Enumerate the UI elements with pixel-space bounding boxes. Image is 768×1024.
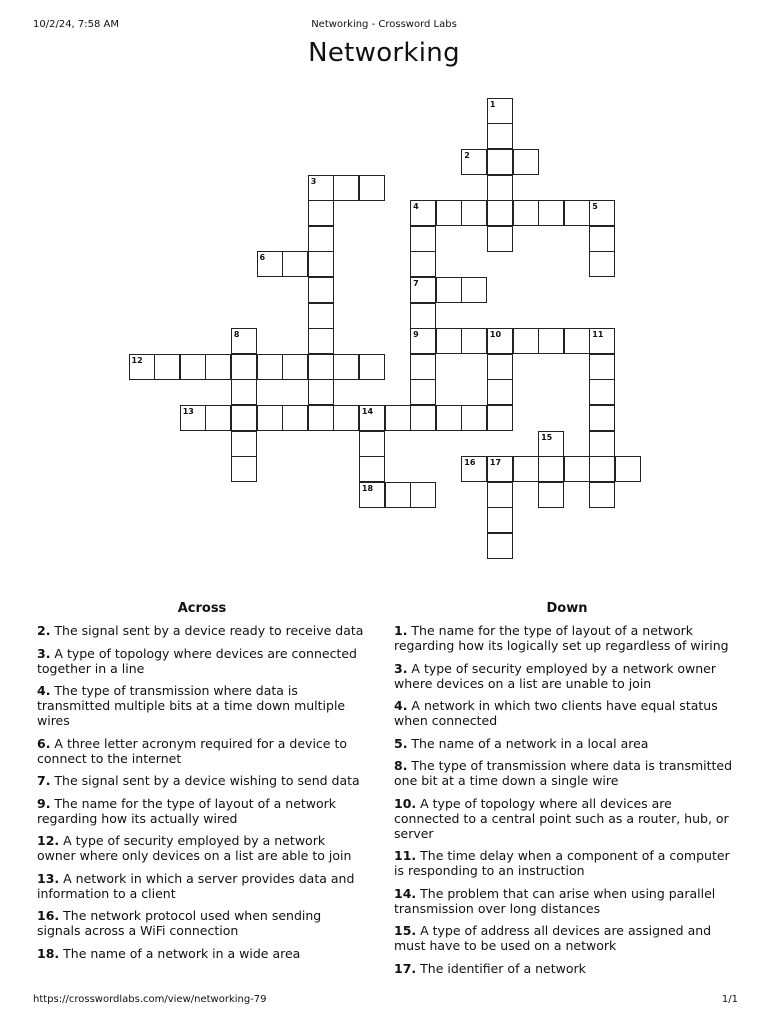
grid-cell[interactable] [487, 456, 513, 482]
clue-text: The signal sent by a device wishing to send data [50, 773, 360, 788]
clue-number: 18 [361, 483, 374, 493]
grid-cell[interactable] [333, 175, 359, 201]
grid-cell[interactable] [589, 354, 615, 380]
down-clues [394, 601, 740, 983]
grid-cell[interactable] [359, 482, 385, 508]
clue-number-label: 11. [394, 848, 417, 863]
grid-cell[interactable] [410, 200, 436, 226]
grid-cell[interactable] [308, 303, 334, 329]
clue-text: The name of a network in a local area [407, 735, 649, 751]
clue-number: 16 [464, 458, 476, 468]
grid-cell[interactable] [513, 200, 539, 226]
across-clue [37, 871, 367, 901]
print-page-title: Networking - Crossword Labs [311, 19, 457, 30]
clue-number: 13 [182, 407, 194, 416]
grid-cell[interactable] [308, 379, 334, 405]
grid-cell[interactable] [461, 405, 487, 431]
grid-cell[interactable] [487, 507, 513, 533]
across-clue [37, 646, 367, 676]
grid-cell[interactable] [487, 200, 513, 226]
grid-cell[interactable] [308, 251, 334, 277]
grid-cell[interactable] [410, 354, 436, 380]
grid-cell[interactable] [436, 328, 462, 354]
clue-text: A network in which two clients have equal status when connected [394, 698, 718, 728]
clue-number-label: 13. [37, 870, 60, 886]
grid-cell[interactable] [589, 328, 615, 354]
down-clue [394, 886, 740, 916]
puzzle-title: Networking [308, 38, 460, 68]
clue-number-label: 14. [394, 885, 417, 901]
grid-cell[interactable] [538, 431, 564, 457]
grid-cell[interactable] [487, 175, 513, 201]
clue-number-label: 10. [394, 795, 417, 811]
grid-cell[interactable] [180, 405, 206, 431]
clue-text: A type of address all devices are assigned and must have to be used on a network [394, 923, 712, 953]
clue-number: 15 [541, 432, 553, 442]
grid-cell[interactable] [461, 328, 487, 354]
grid-cell[interactable] [308, 354, 334, 380]
clue-text: A three letter acronym required for a device to connect to the internet [37, 735, 347, 766]
grid-cell[interactable] [538, 328, 564, 354]
grid-cell[interactable] [538, 482, 564, 508]
grid-cell[interactable] [180, 354, 206, 380]
grid-cell[interactable] [410, 379, 436, 405]
grid-cell[interactable] [359, 431, 385, 457]
clue-number-label: 2. [37, 623, 51, 638]
clue-number-label: 16. [37, 908, 60, 923]
grid-cell[interactable] [589, 226, 615, 252]
grid-cell[interactable] [359, 456, 385, 482]
clue-number-label: 4. [37, 683, 51, 698]
clue-number-label: 1. [394, 623, 408, 638]
grid-cell[interactable] [487, 328, 513, 354]
clue-number-label: 12. [37, 833, 60, 848]
grid-cell[interactable] [308, 405, 334, 431]
clue-text: The name for the type of layout of a network regarding how its actually wired [37, 795, 337, 826]
down-clue [394, 623, 740, 653]
grid-cell[interactable] [308, 175, 334, 201]
clue-text: The type of transmission where data is transmitted multiple bits at a time down multiple wires [37, 683, 346, 728]
grid-cell[interactable] [257, 405, 283, 431]
grid-cell[interactable] [589, 200, 615, 226]
clue-number: 2 [464, 151, 470, 160]
grid-cell[interactable] [359, 175, 385, 201]
across-clue [37, 736, 367, 766]
clue-number-label: 6. [37, 735, 51, 751]
clue-number: 14 [361, 407, 374, 416]
grid-cell[interactable] [231, 431, 257, 457]
across-clue [37, 908, 367, 938]
grid-cell[interactable] [564, 200, 590, 226]
grid-cell[interactable] [154, 354, 180, 380]
down-clue [394, 923, 740, 953]
grid-cell[interactable] [359, 405, 385, 431]
grid-cell[interactable] [410, 226, 436, 252]
grid-cell[interactable] [615, 456, 641, 482]
grid-cell[interactable] [231, 379, 257, 405]
clue-text: The type of transmission where data is transmitted one bit at a time down a single wire [394, 758, 733, 788]
clue-number: 9 [413, 330, 419, 340]
clue-number: 6 [259, 253, 266, 263]
grid-cell[interactable] [231, 456, 257, 482]
clue-number-label: 18. [37, 945, 60, 961]
grid-cell[interactable] [461, 277, 487, 303]
down-clue [394, 848, 740, 878]
clue-number: 11 [592, 330, 604, 340]
grid-cell[interactable] [308, 200, 334, 226]
grid-cell[interactable] [461, 149, 487, 175]
clue-text: The name for the type of layout of a network regarding how its logically set up regardless of wiring [394, 623, 729, 653]
across-clue [37, 796, 367, 826]
clue-text: The identifier of a network [416, 960, 586, 976]
grid-cell[interactable] [436, 405, 462, 431]
grid-cell[interactable] [410, 303, 436, 329]
grid-cell[interactable] [487, 379, 513, 405]
grid-cell[interactable] [231, 328, 257, 354]
clue-text: The name of a network in a wide area [59, 945, 301, 961]
across-clue [37, 623, 367, 638]
grid-cell[interactable] [385, 405, 411, 431]
grid-cell[interactable] [308, 328, 334, 354]
clue-number-label: 15. [394, 923, 417, 938]
across-clues [37, 601, 367, 968]
clue-number-label: 7. [37, 773, 51, 788]
grid-cell[interactable] [308, 226, 334, 252]
clue-number-label: 5. [394, 735, 408, 751]
grid-cell[interactable] [513, 328, 539, 354]
grid-cell[interactable] [564, 456, 590, 482]
grid-cell[interactable] [487, 226, 513, 252]
grid-cell[interactable] [487, 123, 513, 149]
across-heading: Across [177, 601, 227, 616]
down-clue [394, 758, 740, 788]
grid-cell[interactable] [461, 200, 487, 226]
grid-cell[interactable] [538, 200, 564, 226]
grid-cell[interactable] [410, 251, 436, 277]
clue-number: 4 [413, 202, 419, 212]
grid-cell[interactable] [436, 200, 462, 226]
print-url: https://crosswordlabs.com/view/networking-79 [33, 994, 267, 1005]
clue-text: A type of security employed by a network owner where only devices on a list are able to join [37, 833, 352, 863]
down-clue [394, 796, 740, 841]
grid-cell[interactable] [282, 405, 308, 431]
clue-text: The network protocol used when sending signals across a WiFi connection [37, 908, 322, 938]
across-clue [37, 946, 367, 961]
grid-cell[interactable] [231, 405, 257, 431]
clue-number: 7 [413, 279, 419, 288]
grid-cell[interactable] [487, 533, 513, 559]
grid-cell[interactable] [385, 482, 411, 508]
grid-cell[interactable] [129, 354, 155, 380]
grid-cell[interactable] [410, 277, 436, 303]
clue-number: 10 [489, 330, 502, 340]
grid-cell[interactable] [487, 98, 513, 124]
down-clue [394, 698, 740, 728]
clue-number-label: 17. [394, 960, 417, 976]
clue-number-label: 8. [394, 758, 408, 773]
clue-text: A type of topology where devices are connected together in a line [37, 645, 357, 676]
grid-cell[interactable] [257, 354, 283, 380]
clue-number-label: 3. [37, 645, 51, 661]
clue-text: The signal sent by a device ready to receive data [50, 623, 364, 638]
clue-number-label: 3. [394, 660, 408, 676]
grid-cell[interactable] [205, 405, 231, 431]
grid-cell[interactable] [333, 354, 359, 380]
grid-cell[interactable] [410, 405, 436, 431]
grid-cell[interactable] [461, 456, 487, 482]
print-page-number: 1/1 [721, 994, 738, 1005]
grid-cell[interactable] [538, 456, 564, 482]
grid-cell[interactable] [487, 149, 513, 175]
grid-cell[interactable] [513, 149, 539, 175]
grid-cell[interactable] [564, 328, 590, 354]
across-clue [37, 683, 367, 728]
grid-cell[interactable] [282, 354, 308, 380]
clue-text: A type of security employed by a network owner where devices on a list are unable to join [394, 660, 716, 691]
grid-cell[interactable] [487, 405, 513, 431]
grid-cell[interactable] [589, 456, 615, 482]
clue-number-label: 9. [37, 795, 51, 811]
grid-cell[interactable] [231, 354, 257, 380]
clue-text: The time delay when a component of a computer is responding to an instruction [394, 848, 730, 878]
clue-number: 8 [233, 330, 240, 340]
clue-text: A network in which a server provides data and information to a client [37, 870, 355, 901]
print-date: 10/2/24, 7:58 AM [33, 19, 120, 30]
clue-number-label: 4. [394, 698, 408, 713]
grid-cell[interactable] [589, 405, 615, 431]
clue-text: A type of topology where all devices are connected to a central point such as a router, hub, or server [394, 795, 729, 841]
clue-number: 12 [131, 355, 143, 365]
grid-cell[interactable] [410, 328, 436, 354]
down-clue [394, 961, 740, 976]
grid-cell[interactable] [308, 277, 334, 303]
grid-cell[interactable] [589, 431, 615, 457]
grid-cell[interactable] [333, 405, 359, 431]
grid-cell[interactable] [436, 277, 462, 303]
grid-cell[interactable] [487, 354, 513, 380]
clue-number: 5 [592, 202, 598, 212]
grid-cell[interactable] [257, 251, 283, 277]
grid-cell[interactable] [282, 251, 308, 277]
grid-cell[interactable] [410, 482, 436, 508]
clue-number: 1 [489, 99, 496, 109]
grid-cell[interactable] [589, 482, 615, 508]
grid-cell[interactable] [205, 354, 231, 380]
grid-cell[interactable] [487, 482, 513, 508]
grid-cell[interactable] [589, 251, 615, 277]
clue-text: The problem that can arise when using parallel transmission over long distances [394, 885, 716, 916]
clue-number: 3 [310, 176, 317, 186]
grid-cell[interactable] [589, 379, 615, 405]
down-heading: Down [546, 601, 588, 616]
across-clue [37, 773, 367, 788]
down-clue [394, 661, 740, 691]
grid-cell[interactable] [359, 354, 385, 380]
down-clue [394, 736, 740, 751]
clue-number: 17 [489, 458, 502, 468]
grid-cell[interactable] [513, 456, 539, 482]
across-clue [37, 833, 367, 863]
